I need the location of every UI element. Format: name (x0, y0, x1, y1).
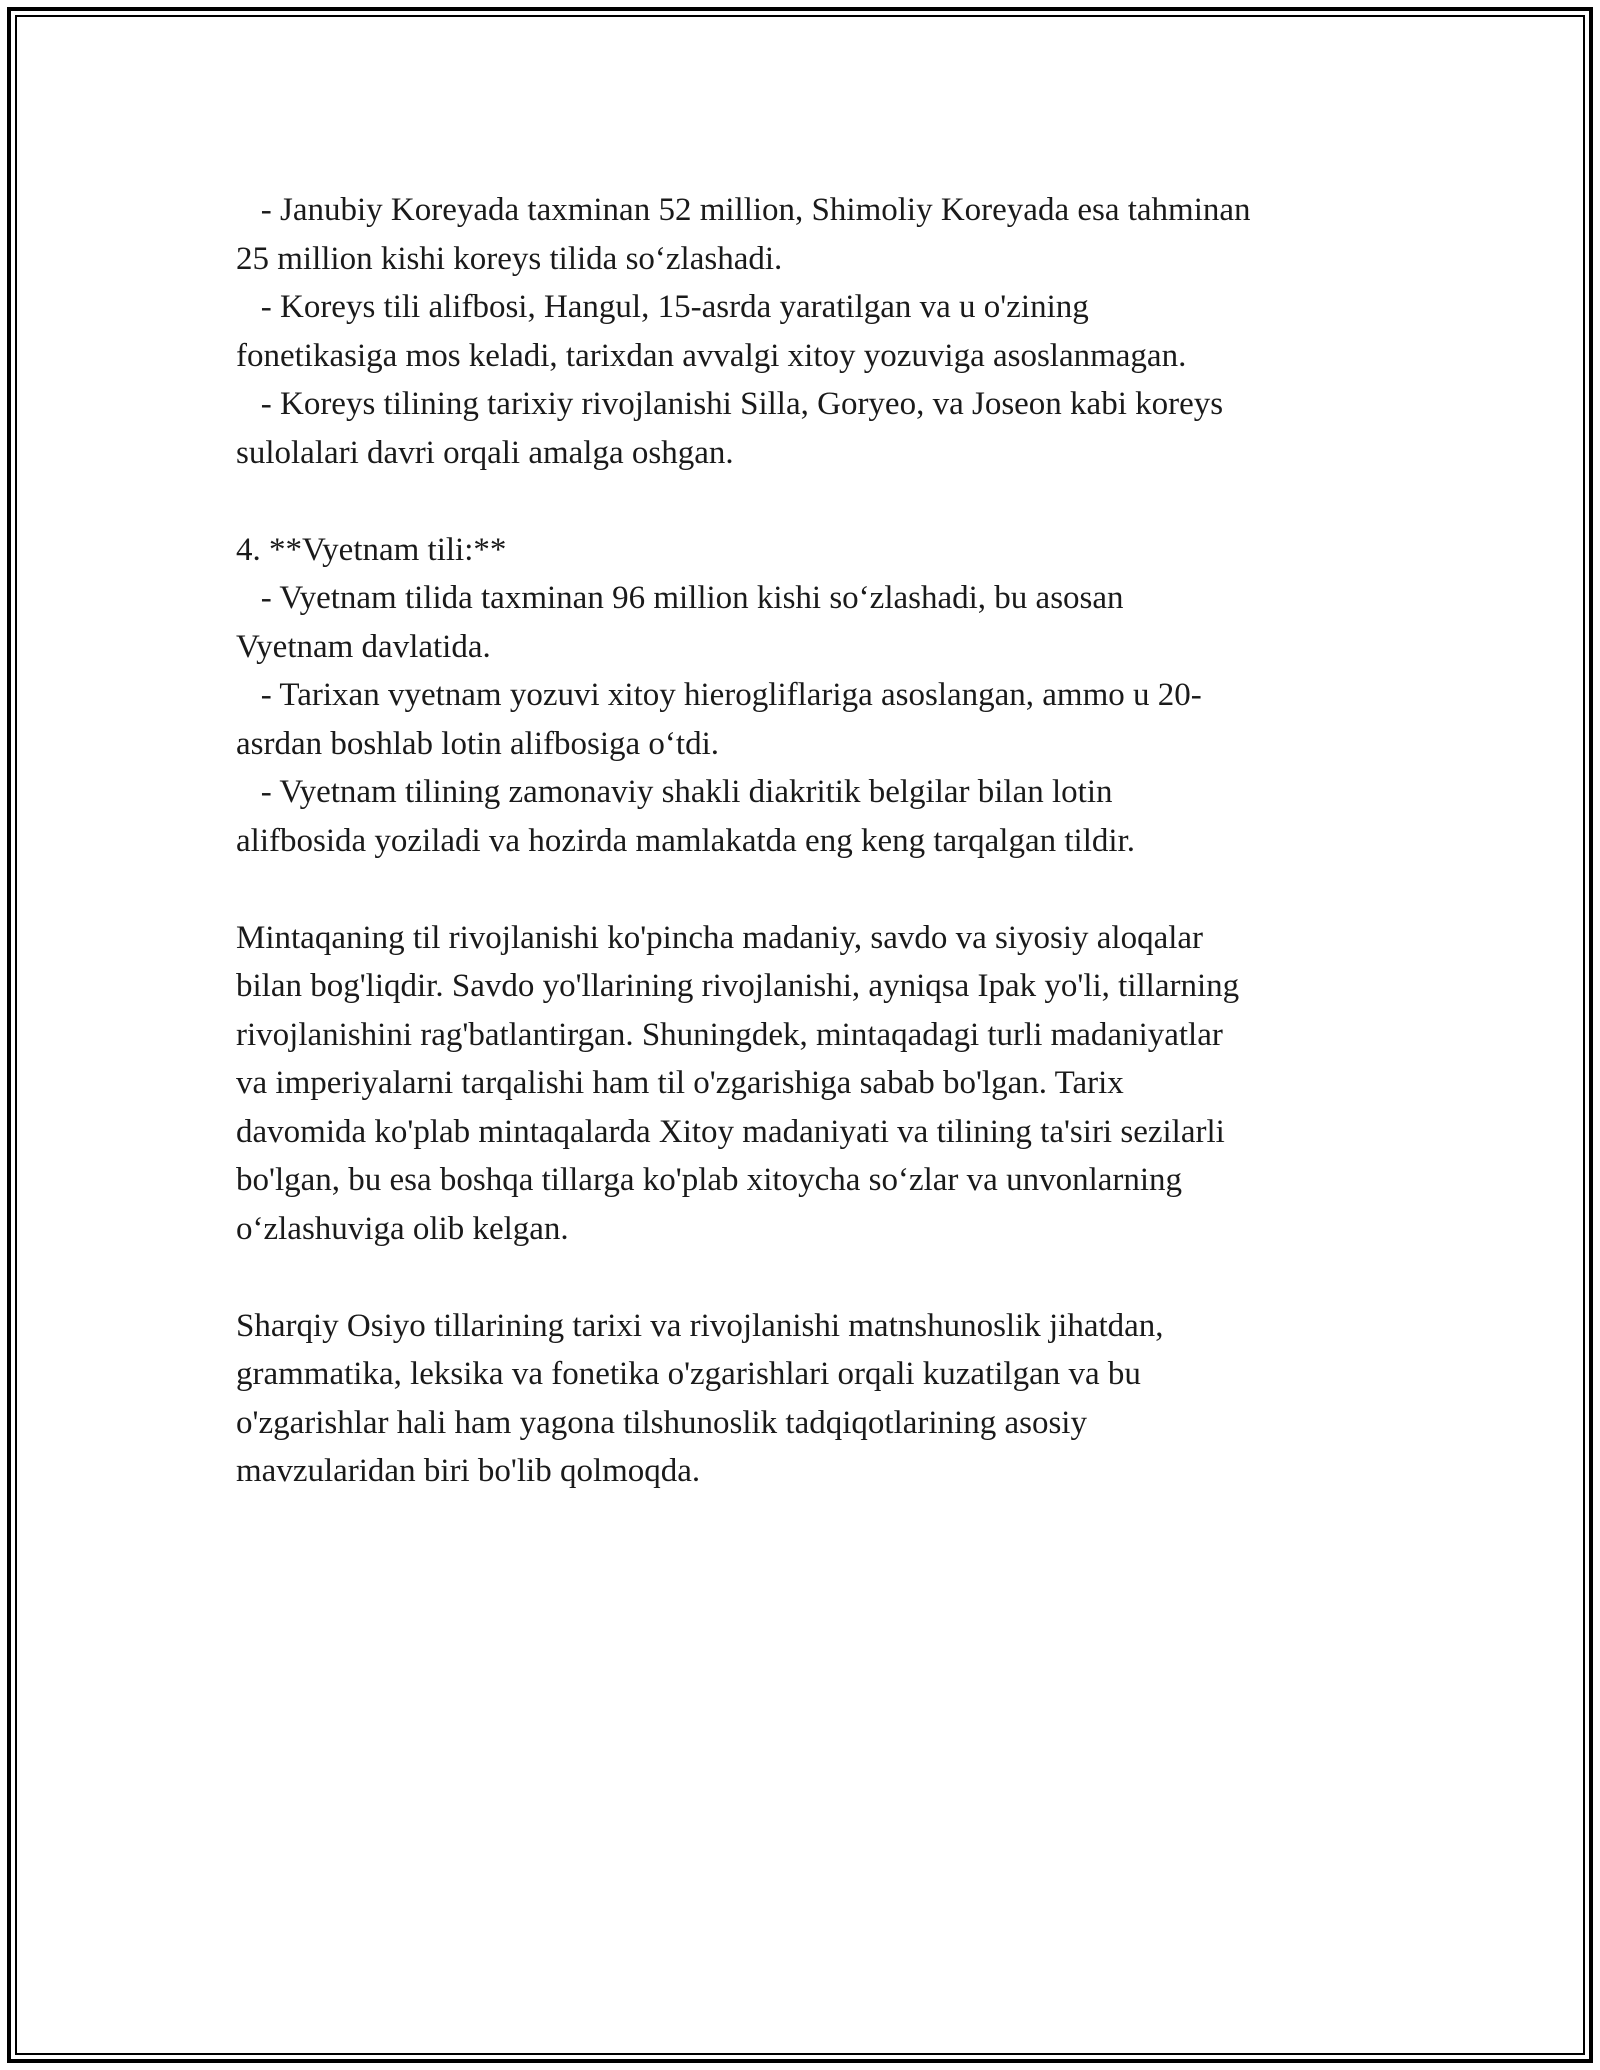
text-line: Vyetnam davlatida. (236, 628, 491, 665)
paragraph-gap (236, 865, 1366, 914)
text-line: davomida ko'plab mintaqalarda Xitoy madaniyati va tilining ta'siri sezilarli (236, 1113, 1225, 1150)
document-body (236, 186, 1366, 1496)
text-line: - Koreys tilining tarixiy rivojlanishi Silla, Goryeo, va Joseon kabi koreys (236, 386, 1224, 422)
text-line: Mintaqaning til rivojlanishi ko'pincha madaniy, savdo va siyosiy aloqalar (236, 919, 1204, 956)
section-heading: 4. **Vyetnam tili:** (236, 531, 507, 568)
text-line: - Tarixan vyetnam yozuvi xitoy hierogliflariga asoslangan, ammo u 20- (236, 677, 1202, 713)
text-line: alifbosida yoziladi va hozirda mamlakatda eng keng tarqalgan tildir. (236, 822, 1135, 859)
text-line: - Vyetnam tilining zamonaviy shakli diakritik belgilar bilan lotin (236, 774, 1113, 810)
text-line: - Janubiy Koreyada taxminan 52 million, Shimoliy Koreyada esa tahminan (236, 192, 1251, 228)
paragraph-gap (236, 477, 1366, 526)
paragraph-gap (236, 1253, 1366, 1302)
text-line: - Koreys tili alifbosi, Hangul, 15-asrda yaratilgan va u o'zining (236, 289, 1089, 325)
text-line: sulolalari davri orqali amalga oshgan. (236, 434, 734, 471)
text-line: bo'lgan, bu esa boshqa tillarga ko'plab xitoycha so‘zlar va unvonlarning (236, 1162, 1183, 1198)
text-line: va imperiyalarni tarqalishi ham til o'zgarishiga sabab bo'lgan. Tarix (236, 1065, 1124, 1101)
text-line: fonetikasiga mos keladi, tarixdan avvalgi xitoy yozuviga asoslanmagan. (236, 337, 1187, 374)
text-line: asrdan boshlab lotin alifbosiga o‘tdi. (236, 725, 719, 762)
text-line: Sharqiy Osiyo tillarining tarixi va rivojlanishi matnshunoslik jihatdan, (236, 1307, 1164, 1344)
text-line: bilan bog'liqdir. Savdo yo'llarining rivojlanishi, ayniqsa Ipak yo'li, tillarning (236, 968, 1240, 1004)
text-line: rivojlanishini rag'batlantirgan. Shuningdek, mintaqadagi turli madaniyatlar (236, 1016, 1223, 1053)
text-line: mavzularidan biri bo'lib qolmoqda. (236, 1453, 701, 1489)
text-line: o'zgarishlar hali ham yagona tilshunoslik tadqiqotlarining asosiy (236, 1404, 1087, 1441)
text-line: o‘zlashuviga olib kelgan. (236, 1210, 569, 1247)
text-line: grammatika, leksika va fonetika o'zgarishlari orqali kuzatilgan va bu (236, 1356, 1141, 1392)
text-line: 25 million kishi koreys tilida so‘zlashadi. (236, 240, 783, 277)
text-line: - Vyetnam tilida taxminan 96 million kishi so‘zlashadi, bu asosan (236, 580, 1124, 616)
